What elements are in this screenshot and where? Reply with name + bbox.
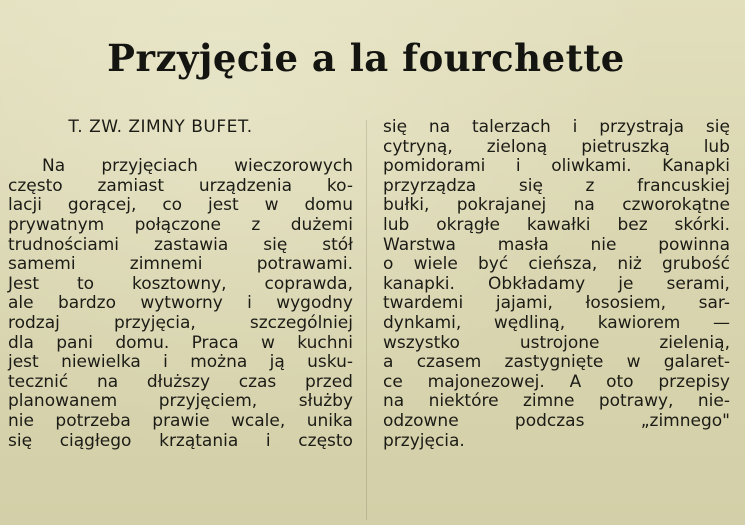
- left-column: [8, 118, 353, 451]
- word: przepisy: [658, 371, 730, 392]
- word: i: [572, 117, 578, 137]
- text-line: [383, 334, 730, 354]
- word: zielenią,: [659, 332, 730, 353]
- word: niż: [617, 254, 642, 275]
- word: zamiast: [97, 175, 165, 196]
- word: co: [162, 195, 183, 216]
- word: planowanem: [8, 391, 118, 412]
- word: okrągłe: [436, 214, 500, 235]
- word: Warstwa: [383, 234, 456, 255]
- word: domu: [304, 195, 353, 216]
- word: potrawami.: [256, 254, 353, 275]
- word: bułki,: [383, 195, 430, 216]
- text-line: [383, 157, 730, 177]
- text-line: [8, 412, 353, 432]
- right-column-body: [383, 118, 730, 451]
- word: unika: [306, 410, 353, 431]
- word: prawie: [152, 410, 210, 431]
- word: wędliną,: [493, 312, 566, 333]
- text-line: [8, 353, 353, 373]
- word: w: [264, 195, 279, 216]
- word: czasem: [416, 352, 482, 373]
- word: niewielka: [61, 352, 141, 373]
- word: nie-: [697, 391, 730, 412]
- word: nie: [8, 410, 34, 431]
- text-line: [383, 373, 730, 393]
- word: Jest: [8, 273, 39, 294]
- word: ce: [383, 371, 403, 392]
- word: prywatnym: [8, 214, 105, 235]
- word: a: [383, 352, 394, 373]
- text-line: [8, 236, 353, 256]
- word: czworokątne: [622, 195, 730, 216]
- word: serami,: [666, 273, 730, 294]
- word: ją: [269, 352, 285, 373]
- word: to: [76, 273, 95, 294]
- article-subheading: T. ZW. ZIMNY BUFET.: [68, 117, 253, 137]
- word: z: [251, 214, 261, 235]
- text-line: [383, 196, 730, 216]
- word: tecznić: [8, 371, 69, 392]
- word: Obkładamy: [488, 273, 586, 294]
- word: pani: [56, 332, 93, 353]
- word: Kanapki: [662, 156, 730, 177]
- word: potrawy,: [598, 391, 674, 412]
- word: kosztowny,: [131, 273, 227, 294]
- word: oliwkami.: [551, 156, 632, 177]
- word: galaret-: [663, 352, 730, 373]
- word: zastygnięte: [504, 352, 604, 373]
- word: cieńsza,: [528, 254, 598, 275]
- text-line: [8, 334, 353, 354]
- word: często: [8, 175, 63, 196]
- word: podczas: [514, 410, 585, 431]
- word: na: [573, 195, 595, 216]
- word: sar-: [698, 293, 730, 314]
- text-line: [8, 216, 353, 236]
- word: nie: [590, 234, 617, 255]
- word: się: [518, 175, 543, 196]
- word: dużemi: [290, 214, 353, 235]
- word: jest: [207, 195, 239, 216]
- word: przyrządza: [383, 175, 477, 196]
- word: wytworny: [140, 293, 223, 314]
- word: je: [618, 273, 634, 294]
- word: wiele: [413, 254, 458, 275]
- text-line: [8, 275, 353, 295]
- text-line: [383, 216, 730, 236]
- word: na: [383, 391, 405, 412]
- word: przyjęcia,: [113, 312, 196, 333]
- word: pomidorami: [383, 156, 486, 177]
- article-title: Przyjęcie a la fourchette: [107, 36, 625, 80]
- word: kuchni: [297, 332, 353, 353]
- word: masła: [497, 234, 549, 255]
- word: jajami,: [495, 293, 553, 314]
- text-line: [8, 314, 353, 334]
- word: i: [163, 352, 168, 373]
- text-line: [8, 255, 353, 275]
- word: dłuższy: [146, 371, 211, 392]
- word: ustrojone: [519, 332, 600, 353]
- word: dynkami,: [383, 312, 462, 333]
- word: —: [713, 312, 730, 333]
- text-line: [383, 314, 730, 334]
- word: z: [585, 175, 595, 196]
- text-line: [383, 275, 730, 295]
- word: pietruszką: [581, 136, 670, 157]
- word: bardzo: [57, 293, 116, 314]
- text-line: [383, 432, 730, 452]
- text-line: [383, 392, 730, 412]
- text-line: [8, 177, 353, 197]
- word: Praca: [191, 332, 239, 353]
- word: szczególniej: [249, 312, 353, 333]
- word: i: [265, 430, 271, 451]
- word: gorącej,: [67, 195, 137, 216]
- word: o: [383, 254, 394, 275]
- text-line: [383, 236, 730, 256]
- word: trudnościami: [8, 234, 120, 255]
- word: przed: [304, 371, 353, 392]
- column-divider: [366, 120, 367, 520]
- word: można: [190, 352, 248, 373]
- word: domu.: [115, 332, 170, 353]
- word: stół: [322, 234, 353, 255]
- word: i: [247, 293, 252, 314]
- word: dla: [8, 332, 34, 353]
- word: wszystko: [383, 332, 460, 353]
- word: coprawda,: [264, 273, 353, 294]
- word: powinna: [658, 234, 730, 255]
- text-line: [8, 373, 353, 393]
- word: francuskiej: [637, 175, 730, 196]
- text-line: [8, 157, 353, 177]
- word: niektóre: [428, 391, 499, 412]
- right-column: [383, 118, 730, 451]
- word: być: [478, 254, 509, 275]
- word: majonezowej.: [427, 371, 545, 392]
- word: jest: [8, 352, 39, 373]
- text-line: [8, 294, 353, 314]
- paragraph-gap: [8, 138, 353, 158]
- word: czas: [238, 371, 277, 392]
- text-line: [383, 412, 730, 432]
- word: przyjęcia.: [383, 430, 465, 451]
- word: zastawia: [153, 234, 229, 255]
- word: ciągłego: [59, 430, 132, 451]
- text-line: [8, 196, 353, 216]
- word: na: [428, 117, 451, 137]
- word: się: [383, 117, 408, 137]
- word: potrzeba: [55, 410, 131, 431]
- word: się: [263, 234, 288, 255]
- left-column-body: [8, 157, 353, 451]
- word: i: [515, 156, 521, 177]
- word: zimne: [522, 391, 575, 412]
- word: służby: [298, 391, 353, 412]
- word: często: [298, 430, 353, 451]
- text-line: [383, 177, 730, 197]
- word: kawałki: [526, 214, 591, 235]
- text-line: [8, 392, 353, 412]
- word: połączone: [134, 214, 221, 235]
- word: Na: [42, 156, 66, 177]
- text-line: [383, 138, 730, 158]
- word: przyjęciach: [101, 156, 198, 177]
- word: łososiem,: [585, 293, 666, 314]
- word: w: [626, 352, 641, 373]
- word: krzątania: [159, 430, 239, 451]
- word: twardemi: [383, 293, 464, 314]
- word: rodzaj: [8, 312, 60, 333]
- word: zimnemi: [129, 254, 203, 275]
- word: się: [705, 117, 730, 137]
- text-line: [383, 255, 730, 275]
- word: urządzenia: [198, 175, 293, 196]
- word: samemi: [8, 254, 76, 275]
- text-line: [383, 353, 730, 373]
- word: „zimnego": [640, 410, 730, 431]
- word: A: [569, 371, 582, 392]
- word: kawiorem: [597, 312, 681, 333]
- word: się: [8, 430, 33, 451]
- word: oto: [606, 371, 634, 392]
- word: ko-: [326, 175, 353, 196]
- word: ale: [8, 293, 34, 314]
- word: lub: [703, 136, 730, 157]
- word: wygodny: [276, 293, 353, 314]
- word: skórki.: [674, 214, 730, 235]
- word: na: [96, 371, 119, 392]
- text-line: [383, 294, 730, 314]
- word: przystraja: [599, 117, 685, 137]
- word: wcale,: [231, 410, 286, 431]
- text-line: [383, 118, 730, 138]
- text-line: [8, 432, 353, 452]
- word: pokrajanej: [456, 195, 547, 216]
- word: przyjęciem,: [158, 391, 258, 412]
- word: cytryną,: [383, 136, 453, 157]
- word: wieczorowych: [234, 156, 353, 177]
- word: kanapki.: [383, 273, 455, 294]
- word: grubość: [662, 254, 730, 275]
- word: talerzach: [472, 117, 551, 137]
- word: lacji: [8, 195, 42, 216]
- word: bez: [617, 214, 648, 235]
- word: zieloną: [486, 136, 548, 157]
- word: usku-: [307, 352, 353, 373]
- word: w: [261, 332, 275, 353]
- word: lub: [383, 214, 410, 235]
- word: odzowne: [383, 410, 459, 431]
